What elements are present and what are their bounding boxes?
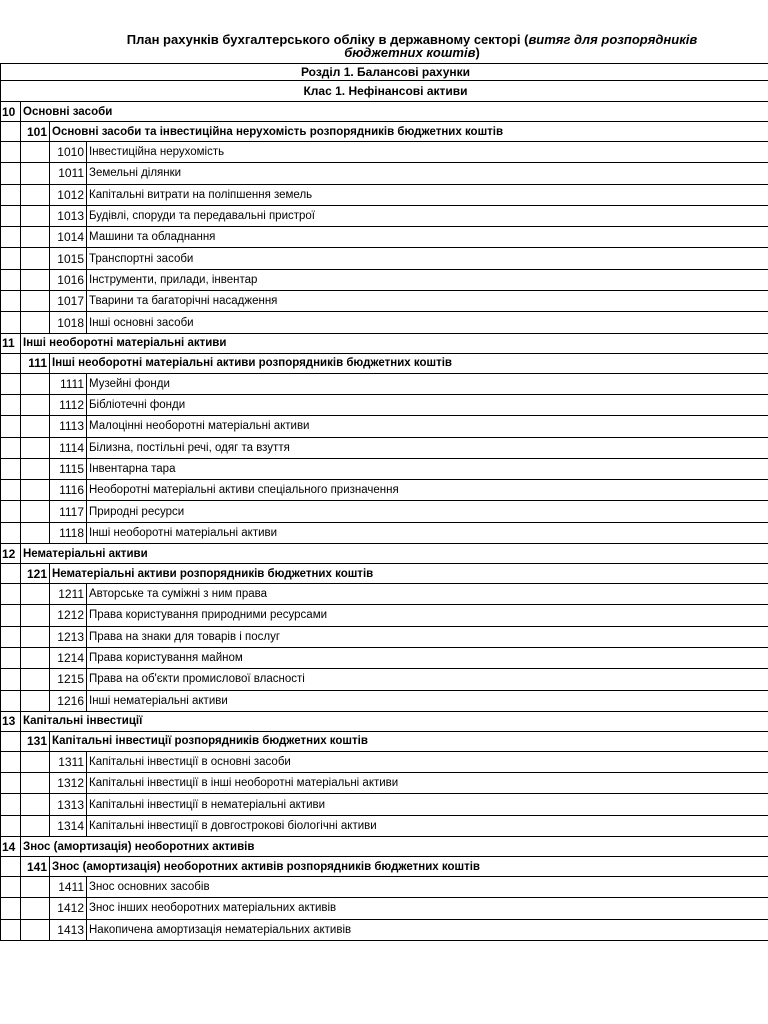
account-name: Накопичена амортизація нематеріальних активів (87, 919, 768, 940)
account-name: Знос основних засобів (87, 877, 768, 898)
class-heading: Клас 1. Нефінансові активи (1, 81, 768, 102)
empty-cell (21, 626, 50, 647)
account-name: Права користування природними ресурсами (87, 605, 768, 626)
title-close-paren: ) (475, 45, 480, 60)
account-name: Земельні ділянки (87, 163, 768, 184)
account-name: Білизна, постільні речі, одяг та взуття (87, 437, 768, 458)
empty-cell (1, 584, 21, 605)
account-row (1, 898, 768, 919)
class-code: 11 (1, 333, 21, 353)
group-code: 121 (21, 564, 50, 584)
account-row (1, 919, 768, 940)
account-name: Малоцінні необоротні матеріальні активи (87, 416, 768, 437)
empty-cell (1, 312, 21, 333)
empty-cell (21, 163, 50, 184)
class-name: Знос (амортизація) необоротних активів (21, 837, 768, 857)
account-name: Права на знаки для товарів і послуг (87, 626, 768, 647)
account-code: 1113 (50, 416, 87, 437)
class-name: Нематеріальні активи (21, 544, 768, 564)
title-line-2 (0, 46, 768, 59)
account-code: 1115 (50, 458, 87, 479)
account-code: 1413 (50, 919, 87, 940)
account-group-row (1, 564, 768, 584)
class-code: 10 (1, 102, 21, 122)
account-name: Капітальні витрати на поліпшення земель (87, 184, 768, 205)
account-name: Тварини та багаторічні насадження (87, 291, 768, 312)
account-name: Капітальні інвестиції в інші необоротні матеріальні активи (87, 773, 768, 794)
empty-cell (1, 291, 21, 312)
account-name: Транспортні засоби (87, 248, 768, 269)
account-name: Машини та обладнання (87, 227, 768, 248)
account-code: 1012 (50, 184, 87, 205)
account-row (1, 458, 768, 479)
account-name: Авторське та суміжні з ним права (87, 584, 768, 605)
empty-cell (21, 205, 50, 226)
account-name: Права користування майном (87, 647, 768, 668)
empty-cell (21, 669, 50, 690)
group-code: 101 (21, 122, 50, 142)
empty-cell (21, 142, 50, 163)
empty-cell (21, 394, 50, 415)
empty-cell (21, 584, 50, 605)
empty-cell (1, 857, 21, 877)
account-code: 1017 (50, 291, 87, 312)
account-code: 1016 (50, 269, 87, 290)
class-name: Основні засоби (21, 102, 768, 122)
account-name: Капітальні інвестиції в основні засоби (87, 751, 768, 772)
account-code: 1118 (50, 522, 87, 543)
account-class-row (1, 544, 768, 564)
class-code: 13 (1, 711, 21, 731)
account-code: 1216 (50, 690, 87, 711)
empty-cell (21, 794, 50, 815)
account-group-row (1, 353, 768, 373)
empty-cell (21, 416, 50, 437)
account-row (1, 269, 768, 290)
group-name: Інші необоротні матеріальні активи розпорядників бюджетних коштів (50, 353, 768, 373)
chart-of-accounts-table (0, 63, 768, 941)
account-row (1, 416, 768, 437)
empty-cell (1, 353, 21, 373)
group-name: Нематеріальні активи розпорядників бюджетних коштів (50, 564, 768, 584)
account-row (1, 647, 768, 668)
account-row (1, 773, 768, 794)
empty-cell (21, 898, 50, 919)
account-code: 1212 (50, 605, 87, 626)
empty-cell (1, 669, 21, 690)
empty-cell (1, 815, 21, 836)
empty-cell (1, 564, 21, 584)
section-heading: Розділ 1. Балансові рахунки (1, 64, 768, 81)
account-row (1, 794, 768, 815)
account-code: 1312 (50, 773, 87, 794)
account-code: 1015 (50, 248, 87, 269)
title-italic-part-2: бюджетних коштів (344, 45, 476, 60)
account-row (1, 522, 768, 543)
account-code: 1211 (50, 584, 87, 605)
account-class-row (1, 102, 768, 122)
empty-cell (1, 773, 21, 794)
account-row (1, 142, 768, 163)
account-row (1, 312, 768, 333)
group-code: 111 (21, 353, 50, 373)
empty-cell (1, 394, 21, 415)
account-code: 1215 (50, 669, 87, 690)
section-heading-row (1, 64, 768, 81)
group-name: Основні засоби та інвестиційна нерухомість розпорядників бюджетних коштів (50, 122, 768, 142)
account-class-row (1, 333, 768, 353)
empty-cell (1, 248, 21, 269)
account-row (1, 163, 768, 184)
account-row (1, 248, 768, 269)
empty-cell (1, 437, 21, 458)
group-name: Знос (амортизація) необоротних активів розпорядників бюджетних коштів (50, 857, 768, 877)
empty-cell (1, 794, 21, 815)
account-name: Музейні фонди (87, 373, 768, 394)
empty-cell (21, 458, 50, 479)
empty-cell (1, 269, 21, 290)
account-code: 1311 (50, 751, 87, 772)
empty-cell (1, 898, 21, 919)
class-name: Інші необоротні матеріальні активи (21, 333, 768, 353)
empty-cell (21, 877, 50, 898)
empty-cell (21, 480, 50, 501)
account-code: 1114 (50, 437, 87, 458)
empty-cell (1, 480, 21, 501)
empty-cell (1, 227, 21, 248)
empty-cell (1, 163, 21, 184)
empty-cell (1, 501, 21, 522)
document-title (0, 33, 768, 59)
account-name: Бібліотечні фонди (87, 394, 768, 415)
account-row (1, 437, 768, 458)
class-code: 12 (1, 544, 21, 564)
empty-cell (21, 522, 50, 543)
account-row (1, 205, 768, 226)
account-row (1, 227, 768, 248)
account-code: 1116 (50, 480, 87, 501)
empty-cell (1, 522, 21, 543)
title-bold-part: План рахунків бухгалтерського обліку в державному секторі ( (126, 32, 529, 47)
empty-cell (1, 605, 21, 626)
account-row (1, 605, 768, 626)
account-row (1, 690, 768, 711)
account-name: Права на об'єкти промислової власності (87, 669, 768, 690)
account-row (1, 877, 768, 898)
account-name: Інвестиційна нерухомість (87, 142, 768, 163)
account-row (1, 291, 768, 312)
account-row (1, 373, 768, 394)
empty-cell (1, 731, 21, 751)
account-code: 1213 (50, 626, 87, 647)
group-name: Капітальні інвестиції розпорядників бюджетних коштів (50, 731, 768, 751)
title-italic-part: витяг для розпорядників (528, 32, 698, 47)
empty-cell (21, 773, 50, 794)
empty-cell (1, 647, 21, 668)
empty-cell (1, 373, 21, 394)
account-row (1, 480, 768, 501)
empty-cell (1, 122, 21, 142)
account-code: 1011 (50, 163, 87, 184)
account-name: Інструменти, прилади, інвентар (87, 269, 768, 290)
empty-cell (21, 815, 50, 836)
empty-cell (21, 269, 50, 290)
empty-cell (21, 437, 50, 458)
account-code: 1018 (50, 312, 87, 333)
account-code: 1014 (50, 227, 87, 248)
empty-cell (21, 647, 50, 668)
empty-cell (21, 501, 50, 522)
account-code: 1314 (50, 815, 87, 836)
empty-cell (21, 312, 50, 333)
account-code: 1010 (50, 142, 87, 163)
empty-cell (21, 690, 50, 711)
account-row (1, 815, 768, 836)
account-class-row (1, 837, 768, 857)
account-code: 1013 (50, 205, 87, 226)
account-code: 1412 (50, 898, 87, 919)
empty-cell (21, 919, 50, 940)
account-code: 1111 (50, 373, 87, 394)
account-name: Знос інших необоротних матеріальних активів (87, 898, 768, 919)
account-code: 1313 (50, 794, 87, 815)
empty-cell (1, 877, 21, 898)
class-name: Капітальні інвестиції (21, 711, 768, 731)
account-row (1, 669, 768, 690)
group-code: 141 (21, 857, 50, 877)
account-code: 1411 (50, 877, 87, 898)
account-name: Інші основні засоби (87, 312, 768, 333)
empty-cell (1, 751, 21, 772)
empty-cell (21, 605, 50, 626)
empty-cell (1, 205, 21, 226)
empty-cell (21, 373, 50, 394)
account-row (1, 751, 768, 772)
account-row (1, 184, 768, 205)
account-code: 1214 (50, 647, 87, 668)
account-group-row (1, 731, 768, 751)
empty-cell (1, 416, 21, 437)
group-code: 131 (21, 731, 50, 751)
class-code: 14 (1, 837, 21, 857)
account-name: Інші нематеріальні активи (87, 690, 768, 711)
account-row (1, 394, 768, 415)
empty-cell (1, 142, 21, 163)
empty-cell (21, 248, 50, 269)
account-class-row (1, 711, 768, 731)
class-heading-row (1, 81, 768, 102)
table-body (1, 64, 768, 941)
empty-cell (21, 227, 50, 248)
account-code: 1117 (50, 501, 87, 522)
account-name: Інвентарна тара (87, 458, 768, 479)
empty-cell (1, 626, 21, 647)
account-row (1, 584, 768, 605)
account-name: Капітальні інвестиції в нематеріальні активи (87, 794, 768, 815)
account-name: Необоротні матеріальні активи спеціального призначення (87, 480, 768, 501)
account-name: Будівлі, споруди та передавальні пристрої (87, 205, 768, 226)
account-code: 1112 (50, 394, 87, 415)
account-row (1, 501, 768, 522)
empty-cell (21, 184, 50, 205)
account-name: Капітальні інвестиції в довгострокові біологічні активи (87, 815, 768, 836)
empty-cell (1, 919, 21, 940)
account-name: Інші необоротні матеріальні активи (87, 522, 768, 543)
account-name: Природні ресурси (87, 501, 768, 522)
account-group-row (1, 857, 768, 877)
empty-cell (21, 291, 50, 312)
empty-cell (1, 184, 21, 205)
empty-cell (1, 690, 21, 711)
account-group-row (1, 122, 768, 142)
account-row (1, 626, 768, 647)
empty-cell (21, 751, 50, 772)
empty-cell (1, 458, 21, 479)
